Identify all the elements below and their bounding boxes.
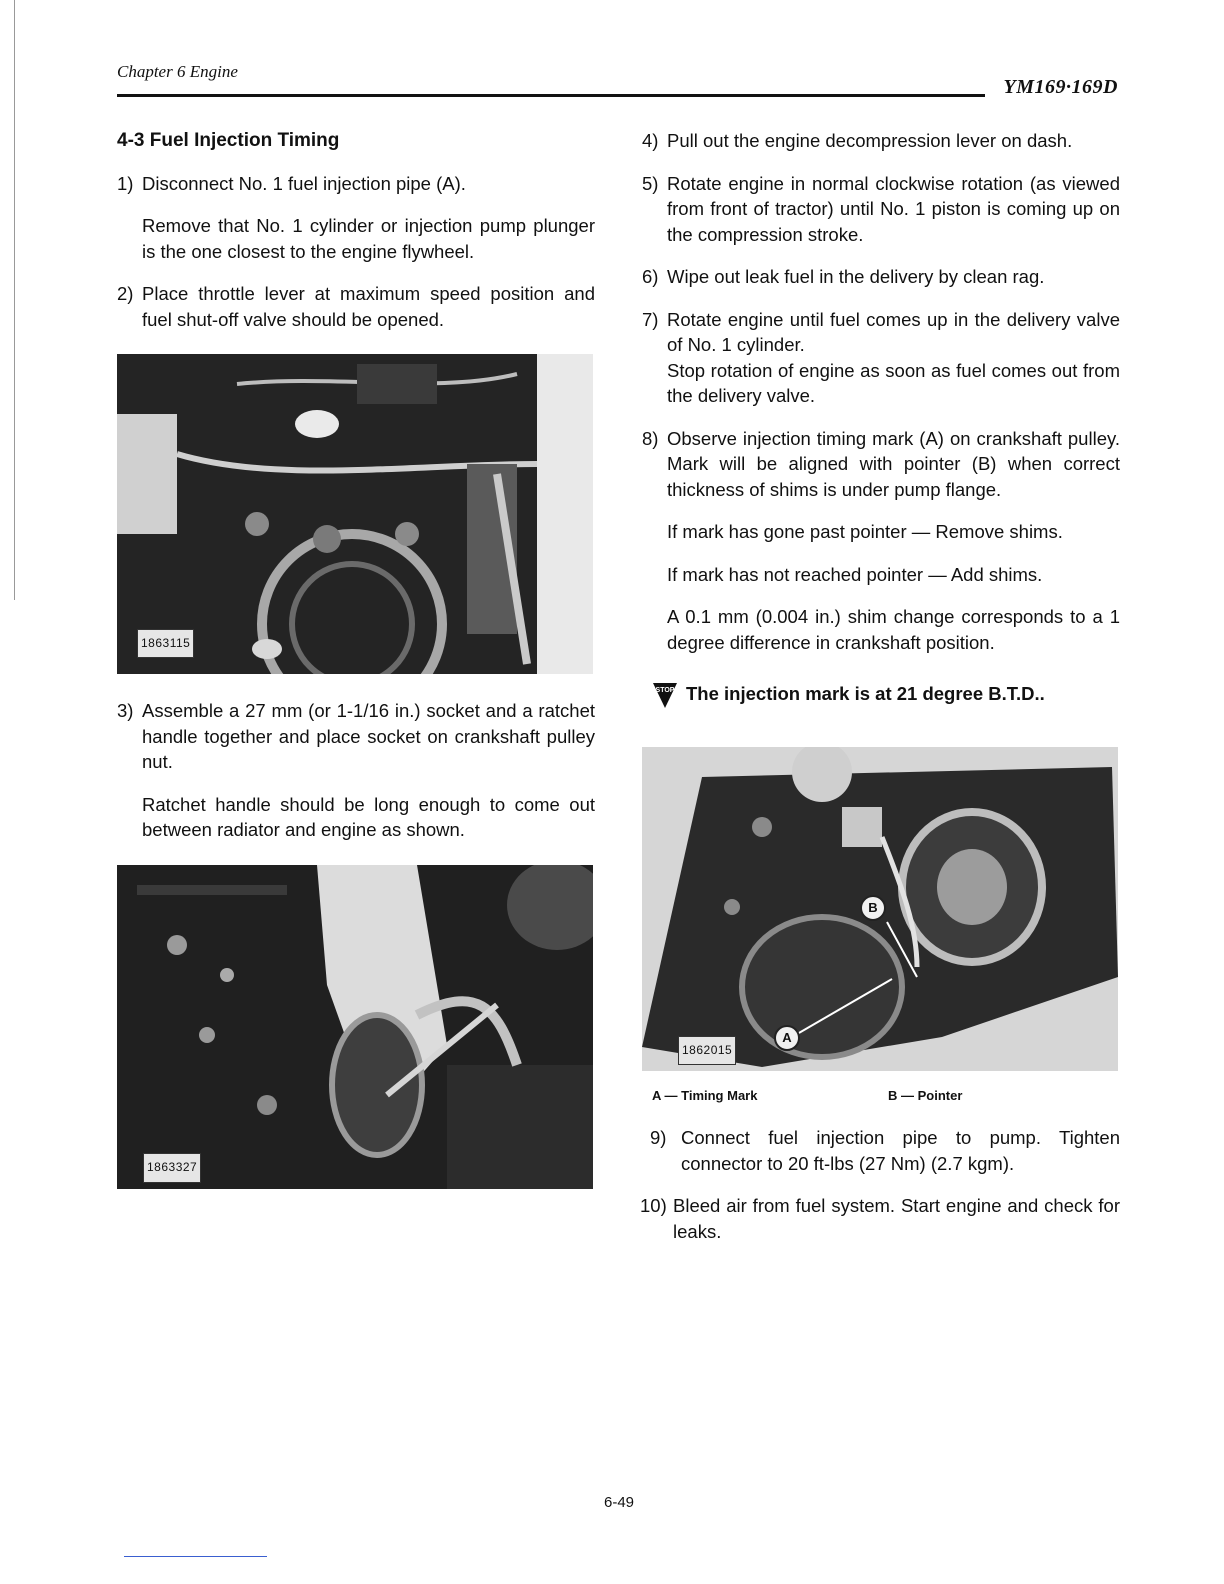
scan-edge-line (14, 0, 15, 600)
header-rule (117, 94, 985, 97)
step-text: Wipe out leak fuel in the delivery by clean rag. (667, 266, 1045, 287)
engine-photo-2 (117, 865, 593, 1189)
step-number: 7) (642, 308, 659, 330)
step-number: 10) (640, 1195, 667, 1216)
chapter-header: Chapter 6 Engine (117, 62, 238, 81)
step-text: Bleed air from fuel system. Start engine and check for leaks. (673, 1195, 1120, 1242)
step-number: 1) (117, 172, 134, 194)
step-number: 2) (117, 283, 134, 304)
step-number: 6) (642, 266, 659, 287)
page-number: 6-49 (604, 1494, 635, 1511)
timing-mark-photo (642, 747, 1118, 1071)
model-header: YM169·169D (1003, 76, 1118, 98)
photo-number-label: 1863115 (137, 629, 194, 659)
footer-rule (124, 1556, 267, 1557)
photo-captions (652, 1083, 1120, 1103)
step-3-note: Ratchet handle should be long enough to come out between radiator and engine as shown. (142, 793, 595, 840)
step-8 (642, 426, 1120, 503)
left-column (117, 128, 595, 1189)
engine-photo-1-image (117, 354, 593, 674)
step-text: Assemble a 27 mm (or 1-1/16 in.) socket and a ratchet handle together and place socket on crankshaft pulley nut. (142, 700, 595, 772)
right-column (642, 128, 1120, 1261)
step-4 (642, 128, 1120, 154)
section-title: 4-3 Fuel Injection Timing (117, 130, 340, 151)
step-number: 5) (642, 172, 659, 194)
svg-text:STOP: STOP (655, 687, 675, 694)
step-number: 8) (642, 427, 659, 449)
step-number: 3) (117, 700, 134, 721)
step-2 (117, 281, 595, 332)
step-10 (640, 1193, 1120, 1244)
step-text: Connect fuel injection pipe to pump. Tighten connector to 20 ft-lbs (27 Nm) (2.7 kgm). (681, 1127, 1120, 1174)
step-text: Rotate engine in normal clockwise rotation (as viewed from front of tractor) until No. 1 piston is coming up on the compression stroke. (667, 172, 1120, 245)
step-text: Disconnect No. 1 fuel injection pipe (A). (142, 172, 466, 194)
engine-photo-2-image (117, 865, 593, 1189)
step-3 (117, 698, 595, 775)
step-7 (642, 307, 1120, 409)
step-6 (642, 264, 1120, 290)
note-shim-change: A 0.1 mm (0.004 in.) shim change corresponds to a 1 degree difference in crankshaft position. (667, 606, 1120, 653)
step-text: Place throttle lever at maximum speed position and fuel shut-off valve should be opened. (142, 283, 595, 330)
photo-number-label: 1863327 (143, 1153, 201, 1183)
caption-pointer: B — Pointer (888, 1088, 963, 1103)
stop-sign-icon (652, 681, 678, 707)
step-5 (642, 171, 1120, 248)
stop-note-text: The injection mark is at 21 degree B.T.D.. (686, 683, 1045, 705)
pointer-marker-b: B (860, 895, 886, 921)
photo-number-label: 1862015 (678, 1036, 736, 1066)
stop-note (652, 681, 1120, 707)
step-9 (650, 1125, 1120, 1176)
step-text: Pull out the engine decompression lever on dash. (667, 130, 1073, 151)
caption-timing-mark: A — Timing Mark (652, 1088, 758, 1103)
step-number: 4) (642, 130, 659, 151)
note-remove-shims: If mark has gone past pointer — Remove shims. (667, 521, 1063, 542)
timing-mark-marker-a: A (774, 1025, 800, 1051)
step-number: 9) (650, 1127, 667, 1148)
step-text: Rotate engine until fuel comes up in the delivery valve of No. 1 cylinder. (667, 308, 1120, 355)
step-text-continued: Stop rotation of engine as soon as fuel comes out from the delivery valve. (667, 359, 1120, 406)
engine-photo-1 (117, 354, 593, 674)
note-add-shims: If mark has not reached pointer — Add shims. (667, 563, 1043, 585)
step-1-note: Remove that No. 1 cylinder or injection pump plunger is the one closest to the engine flywheel. (142, 215, 595, 262)
step-1 (117, 171, 595, 197)
step-text: Observe injection timing mark (A) on crankshaft pulley. Mark will be aligned with pointer (B) when correct thickness of shims is under pump flange. (667, 427, 1120, 500)
